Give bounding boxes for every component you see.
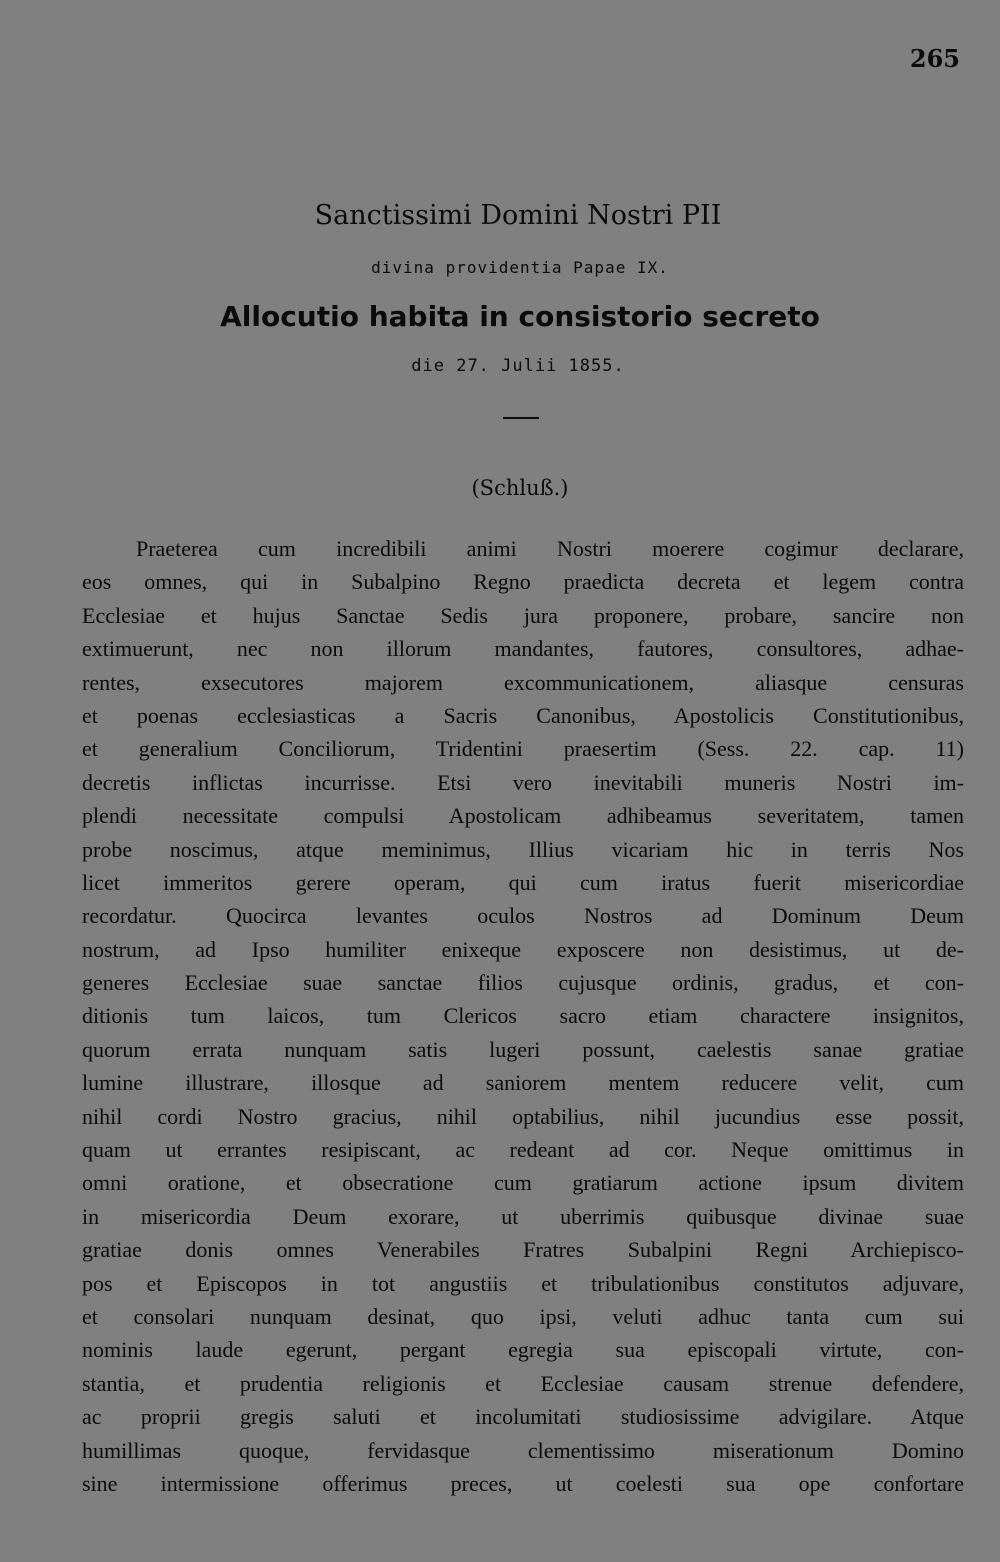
body-line: rentes, exsecutores majorem excommunicationem, aliasque censuras [82,669,964,695]
document-subtitle: divina providentia Papae IX. [371,258,669,277]
body-line: pos et Episcopos in tot angustiis et tribulationibus constitutos adjuvare, [82,1270,964,1296]
body-line: decretis inflictas incurrisse. Etsi vero inevitabili muneris Nostri im- [82,769,964,795]
body-line: extimuerunt, nec non illorum mandantes, fautores, consultores, adhae- [82,636,964,662]
body-text [82,532,964,1500]
body-line: et poenas ecclesiasticas a Sacris Canonibus, Apostolicis Constitutionibus, [82,702,964,728]
body-line: lumine illustrare, illosque ad saniorem mentem reducere velit, cum [82,1070,964,1096]
page-number: 265 [909,44,960,73]
body-line: gratiae donis omnes Venerabiles Fratres Subalpini Regni Archiepisco- [82,1237,964,1263]
body-line: quorum errata nunquam satis lugeri possunt, caelestis sanae gratiae [82,1036,964,1062]
document-title: Sanctissimi Domini Nostri PII [314,200,722,231]
body-line: Ecclesiae et hujus Sanctae Sedis jura proponere, probare, sancire non [82,602,964,628]
body-line: nostrum, ad Ipso humiliter enixeque exposcere non desistimus, ut de- [82,936,964,962]
body-line: nihil cordi Nostro gracius, nihil optabilius, nihil jucundius esse possit, [82,1103,964,1129]
body-line: eos omnes, qui in Subalpino Regno praedicta decreta et legem contra [82,569,964,595]
section-divider [503,417,539,419]
body-line: sine intermissione offerimus preces, ut coelesti sua ope confortare [82,1470,964,1496]
body-line: et consolari nunquam desinat, quo ipsi, veluti adhuc tanta cum sui [82,1303,964,1329]
body-line: humillimas quoque, fervidasque clementissimo miserationum Domino [82,1437,964,1463]
body-line: et generalium Conciliorum, Tridentini praesertim (Sess. 22. cap. 11) [82,736,964,762]
body-line: plendi necessitate compulsi Apostolicam adhibeamus severitatem, tamen [82,803,964,829]
body-line: nominis laude egerunt, pergant egregia sua episcopali virtute, con- [82,1337,964,1363]
body-line: probe noscimus, atque meminimus, Illius vicariam hic in terris Nos [82,836,964,862]
body-line: omni oratione, et obsecratione cum gratiarum actione ipsum divitem [82,1170,964,1196]
body-line: ditionis tum laicos, tum Clericos sacro etiam charactere insignitos, [82,1003,964,1029]
body-line: stantia, et prudentia religionis et Ecclesiae causam strenue defendere, [82,1370,964,1396]
body-line: ac proprii gregis saluti et incolumitati studiosissime advigilare. Atque [82,1404,964,1430]
conclusion-marker: (Schluß.) [471,476,569,500]
body-line: generes Ecclesiae suae sanctae filios cujusque ordinis, gradus, et con- [82,970,964,996]
body-line: in misericordia Deum exorare, ut uberrimis quibusque divinae suae [82,1203,964,1229]
body-line: licet immeritos gerere operam, qui cum iratus fuerit misericordiae [82,869,964,895]
date-line: die 27. Julii 1855. [411,356,625,376]
body-line: quam ut errantes resipiscant, ac redeant ad cor. Neque omittimus in [82,1137,964,1163]
body-line: recordatur. Quocirca levantes oculos Nostros ad Dominum Deum [82,903,964,929]
body-line: Praeterea cum incredibili animi Nostri moerere cogimur declarare, [136,536,964,561]
allocution-heading: Allocutio habita in consistorio secreto [220,300,820,333]
